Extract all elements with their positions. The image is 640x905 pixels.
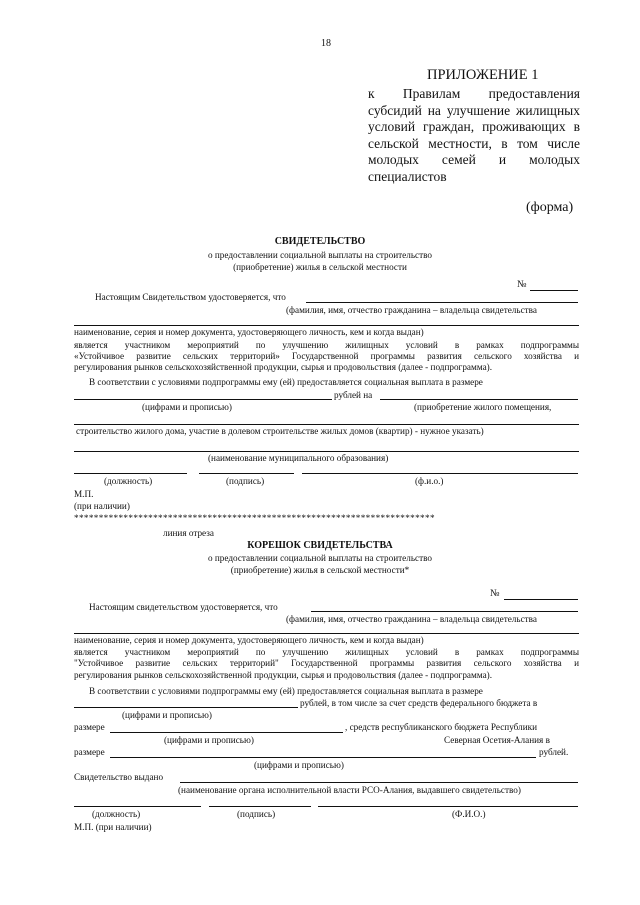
municipality-line	[74, 451, 579, 452]
fio-line	[306, 302, 578, 303]
para-line: «Устойчивое развитие сельских территорий» Государственной программы развития сельского хозяйства и	[74, 351, 579, 361]
construction-line	[74, 424, 579, 425]
signature-line	[74, 473, 187, 474]
appendix-line: специалистов	[368, 168, 447, 184]
stamp-mark: М.П.	[74, 489, 94, 499]
para-line: является участником мероприятий по улучшению жилищных условий в рамках подпрограммы	[74, 647, 579, 657]
appendix-text	[368, 86, 580, 186]
rubles-na: рублей на	[334, 390, 373, 400]
page-number: 18	[321, 38, 331, 49]
stamp-mark: (при наличии)	[74, 501, 130, 511]
amount-line	[110, 757, 536, 758]
payment-text: В соответствии с условиями подпрограммы ему (ей) предоставляется социальная выплата в размере	[89, 377, 483, 387]
amount-line	[110, 732, 343, 733]
appendix-line: сельской местности, в том числе	[368, 135, 580, 151]
republic-text: , средств республиканского бюджета Республики	[345, 722, 537, 732]
razmere-label: размере	[74, 747, 105, 757]
certificate-subtitle: (приобретение) жилья в сельской местности	[233, 262, 407, 272]
appendix-line: к Правилам предоставления	[368, 86, 580, 101]
sig-signature: (подпись)	[237, 809, 276, 819]
purpose-line	[380, 399, 578, 400]
stub-subtitle: о предоставлении социальной выплаты на строительство	[208, 553, 432, 563]
hint-amount: (цифрами и прописью)	[122, 710, 212, 720]
signature-line	[199, 473, 294, 474]
number-line	[504, 599, 578, 600]
federal-text: рублей, в том числе за счет средств федерального бюджета в	[300, 698, 538, 708]
authority-line	[180, 782, 578, 783]
stamp-mark: М.П. (при наличии)	[74, 822, 152, 832]
rubles-end: рублей.	[539, 747, 569, 757]
appendix-line: условий граждан, проживающих в	[368, 119, 580, 135]
number-sign: №	[490, 588, 500, 599]
hint-authority: (наименование органа исполнительной власти РСО-Алания, выдавшего свидетельство)	[178, 785, 521, 795]
hint-amount: (цифрами и прописью)	[164, 735, 254, 745]
amount-line	[74, 399, 332, 400]
payment-text: В соответствии с условиями подпрограммы ему (ей) предоставляется социальная выплата в размере	[89, 686, 483, 696]
number-sign: №	[517, 279, 527, 290]
sig-position: (должность)	[104, 476, 153, 486]
sig-fio: (Ф.И.О.)	[452, 809, 486, 819]
signature-line	[302, 473, 578, 474]
document-line	[74, 633, 579, 634]
stub-title: КОРЕШОК СВИДЕТЕЛЬСТВА	[247, 540, 393, 551]
hint-municipality: (наименование муниципального образования)	[208, 453, 389, 463]
signature-line	[74, 806, 201, 807]
hint-fio: (фамилия, имя, отчество гражданина – владельца свидетельства	[286, 305, 537, 315]
certify-text: Настоящим свидетельством удостоверяется, что	[89, 602, 278, 612]
razmere-label: размере	[74, 722, 105, 732]
para-line: регулирования рынков сельскохозяйственной продукции, сырья и продовольствия (далее - подпрограмма).	[74, 670, 493, 680]
republic-name: Северная Осетия-Алания в	[444, 735, 550, 745]
para-line: регулирования рынков сельскохозяйственной продукции, сырья и продовольствия (далее - подпрограмма).	[74, 362, 493, 372]
hint-document: наименование, серия и номер документа, удостоверяющего личность, кем и когда выдан)	[74, 635, 424, 645]
appendix-line: молодых семей и молодых	[368, 152, 580, 168]
sig-fio: (ф.и.о.)	[415, 476, 444, 486]
sig-signature: (подпись)	[226, 476, 265, 486]
cut-line-label: линия отреза	[163, 528, 214, 538]
star-separator: *************************************************************************	[74, 513, 435, 523]
para-line: "Устойчивое развитие сельских территорий" Государственной программы развития сельского хозяйства и	[74, 658, 579, 668]
form-label: (форма)	[526, 200, 574, 215]
issued-text: Свидетельство выдано	[74, 772, 164, 782]
hint-amount: (цифрами и прописью)	[254, 760, 344, 770]
hint-construction: строительство жилого дома, участие в долевом строительстве жилых домов (квартир) - нужное указать)	[76, 426, 484, 436]
stub-subtitle: (приобретение) жилья в сельской местности*	[230, 565, 410, 575]
hint-document: наименование, серия и номер документа, удостоверяющего личность, кем и когда выдан)	[74, 327, 424, 337]
hint-fio: (фамилия, имя, отчество гражданина – владельца свидетельства	[286, 614, 537, 624]
hint-purchase: (приобретение жилого помещения,	[414, 402, 552, 412]
fio-line	[311, 611, 578, 612]
number-line	[530, 290, 578, 291]
certificate-subtitle: о предоставлении социальной выплаты на строительство	[208, 250, 432, 260]
hint-amount: (цифрами и прописью)	[142, 402, 232, 412]
appendix-title: ПРИЛОЖЕНИЕ 1	[427, 67, 539, 83]
sig-position: (должность)	[92, 809, 141, 819]
amount-line	[74, 707, 298, 708]
signature-line	[209, 806, 311, 807]
signature-line	[318, 806, 578, 807]
certificate-title: СВИДЕТЕЛЬСТВО	[274, 236, 366, 247]
appendix-line: субсидий на улучшение жилищных	[368, 102, 580, 118]
certify-text: Настоящим Свидетельством удостоверяется, что	[95, 292, 286, 302]
para-line: является участником мероприятий по улучшению жилищных условий в рамках подпрограммы	[74, 340, 579, 350]
document-line	[74, 325, 579, 326]
